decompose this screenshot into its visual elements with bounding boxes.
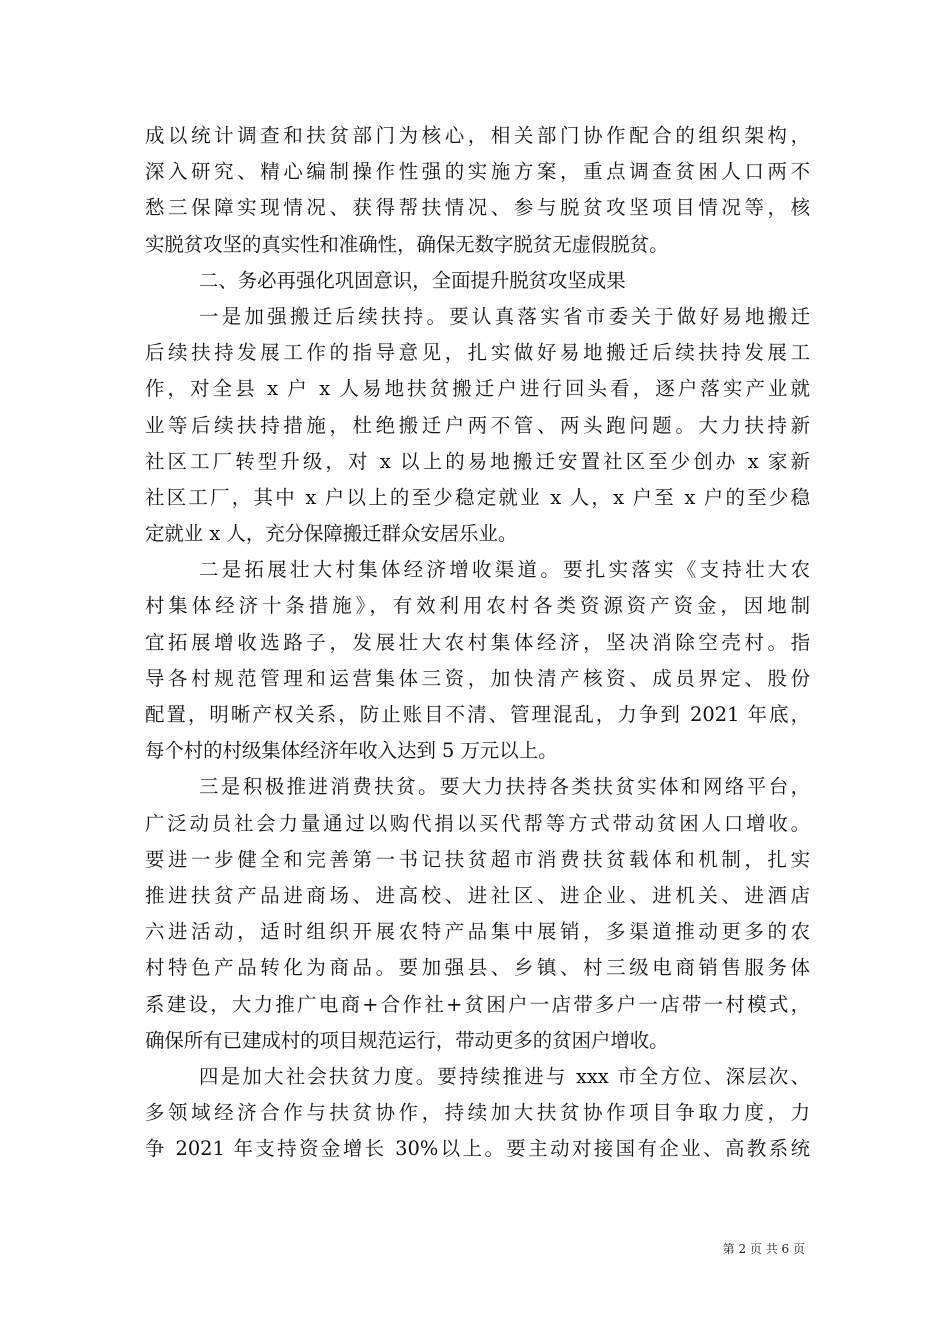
paragraph-first-line: 一是加强搬迁后续扶持。要认真落实省市委关于做好易地搬迁 <box>199 304 810 328</box>
paragraph-line: 实脱贫攻坚的真实性和准确性，确保无数字脱贫无虚假脱贫。 <box>145 232 669 256</box>
page-number: 第 2 页 共 6 页 <box>722 1242 805 1256</box>
paragraph-line: 系建设，大力推广电商+合作社+贫困户一店带多户一店带一村模式， <box>145 992 810 1016</box>
paragraph-line: 成以统计调查和扶贫部门为核心，相关部门协作配合的组织架构， <box>145 124 810 147</box>
paragraph-line: 六进活动，适时组织开展农特产品集中展销，多渠道推动更多的农 <box>145 920 810 944</box>
paragraph-line: 后续扶持发展工作的指导意见，扎实做好易地搬迁后续扶持发展工 <box>145 341 810 365</box>
paragraph-first-line: 三是积极推进消费扶贫。要大力扶持各类扶贫实体和网络平台， <box>199 775 810 799</box>
paragraph-line: 社区工厂转型升级，对 x 以上的易地搬迁安置社区至少创办 x 家新 <box>145 449 810 473</box>
paragraph-first-line: 二、务必再强化巩固意识，全面提升脱贫攻坚成果 <box>199 268 626 292</box>
paragraph-line: 宜拓展增收选路子，发展壮大农村集体经济，坚决消除空壳村。指 <box>145 630 810 654</box>
paragraph-line: 村集体经济十条措施》，有效利用农村各类资源资产资金，因地制 <box>145 594 810 618</box>
paragraph-first-line: 四是加大社会扶贫力度。要持续推进与 xxx 市全方位、深层次、 <box>199 1064 810 1088</box>
paragraph-line: 作，对全县 x 户 x 人易地扶贫搬迁户进行回头看，逐户落实产业就 <box>145 377 810 401</box>
paragraph-line: 业等后续扶持措施，杜绝搬迁户两不管、两头跑问题。大力扶持新 <box>145 413 810 437</box>
paragraph-line: 定就业 x 人，充分保障搬迁群众安居乐业。 <box>145 522 518 546</box>
paragraph-first-line: 二是拓展壮大村集体经济增收渠道。要扎实落实《支持壮大农 <box>199 558 810 582</box>
paragraph-line: 广泛动员社会力量通过以购代捐以买代帮等方式带动贫困人口增收。 <box>145 811 810 835</box>
paragraph-line: 多领域经济合作与扶贫协作，持续加大扶贫协作项目争取力度，力 <box>145 1101 810 1125</box>
paragraph-line: 配置，明晰产权关系，防止账目不清、管理混乱，力争到 2021 年底， <box>145 703 810 726</box>
paragraph-line: 深入研究、精心编制操作性强的实施方案，重点调查贫困人口两不 <box>145 160 810 184</box>
paragraph-line: 每个村的村级集体经济年收入达到 5 万元以上。 <box>145 739 558 763</box>
paragraph-line: 推进扶贫产品进商场、进高校、进社区、进企业、进机关、进酒店 <box>145 883 810 907</box>
paragraph-line: 要进一步健全和完善第一书记扶贫超市消费扶贫载体和机制，扎实 <box>145 847 810 871</box>
paragraph-line: 确保所有已建成村的项目规范运行，带动更多的贫困户增收。 <box>145 1028 669 1052</box>
document-body <box>145 118 810 1167</box>
paragraph-line: 社区工厂，其中 x 户以上的至少稳定就业 x 人，x 户至 x 户的至少稳 <box>145 485 810 509</box>
paragraph-line: 争 2021 年支持资金增长 30%以上。要主动对接国有企业、高教系统 <box>145 1137 810 1161</box>
paragraph-line: 导各村规范管理和运营集体三资，加快清产核资、成员界定、股份 <box>145 666 810 690</box>
paragraph-line: 愁三保障实现情况、获得帮扶情况、参与脱贫攻坚项目情况等，核 <box>145 196 810 220</box>
paragraph-line: 村特色产品转化为商品。要加强县、乡镇、村三级电商销售服务体 <box>145 956 810 980</box>
